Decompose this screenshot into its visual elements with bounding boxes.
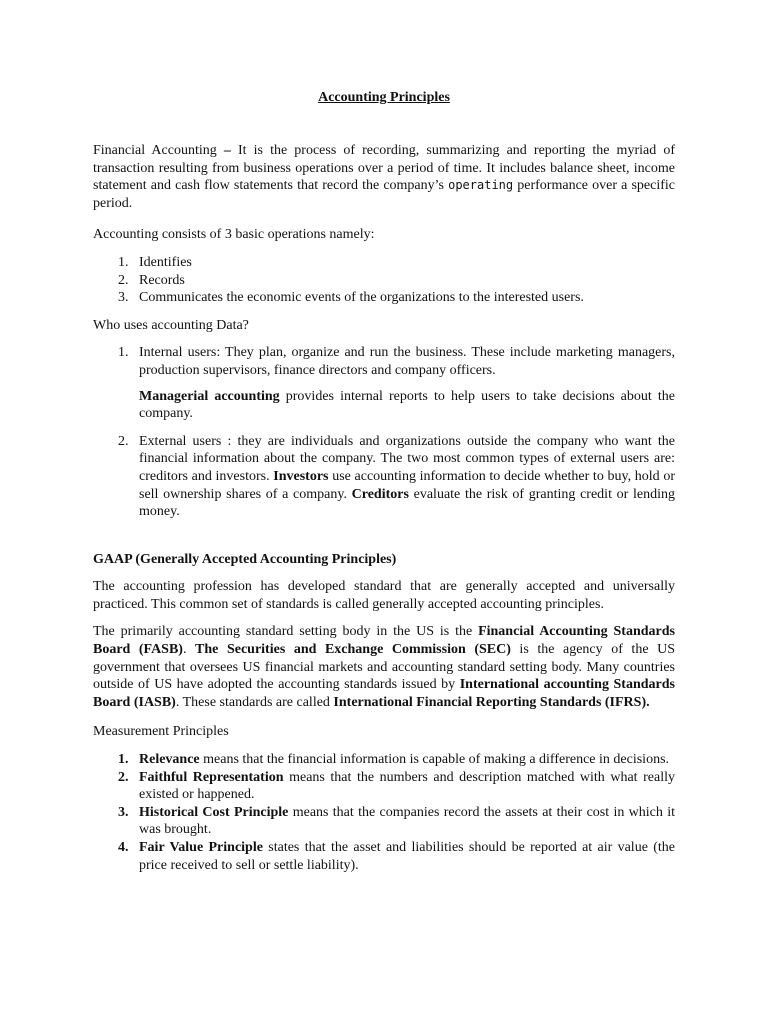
- managerial-bold: Managerial accounting: [139, 388, 280, 404]
- list-number: 2.: [118, 272, 129, 288]
- intro-dash: –: [216, 143, 238, 158]
- intro-mono-word: operating: [448, 178, 514, 193]
- gaap-paragraph-2: The primarily accounting standard setting body in the US is the Financial Accounting Standards Board (FASB). The Securities and Exchange Commission (SEC) is the agency of the US government that oversees US financial markets and accounting standard setting body. Many countries outside of US have adopted the accounting standards issued by International accounting Standards Board (IASB). These standards are called International Financial Reporting Standards (IFRS).: [93, 624, 675, 710]
- list-item: [93, 433, 675, 521]
- iasb-bold: International accounting Standards Board (IASB): [93, 677, 675, 710]
- operations-intro: Accounting consists of 3 basic operations namely:: [93, 227, 375, 243]
- list-number: 2.: [118, 769, 129, 785]
- fasb-bold: Financial Accounting Standards Board (FASB): [93, 624, 675, 658]
- list-number: 1.: [118, 345, 129, 361]
- intro-text-b: performance over a specific period.: [93, 178, 675, 211]
- list-item: [93, 254, 675, 272]
- users-question: Who uses accounting Data?: [93, 317, 249, 333]
- gaap-heading: GAAP (Generally Accepted Accounting Principles): [93, 551, 397, 567]
- list-number: 1.: [118, 752, 129, 768]
- measurement-heading: Measurement Principles: [93, 724, 229, 740]
- list-number: 2.: [118, 433, 129, 449]
- list-text: Relevance means that the financial information is capable of making a difference in decisions.: [139, 752, 670, 768]
- list-item: [93, 289, 675, 307]
- operations-list: [93, 254, 675, 307]
- external-users-text: External users : they are individuals and organizations outside the company who want the financial information about the company. The two most common types of external users are: creditors and investors. Investors use accounting information to decide whether to buy, hold or sell ownership shares of a company. Creditors evaluate the risk of granting credit or lending money.: [139, 433, 675, 520]
- list-number: 4.: [118, 840, 129, 855]
- intro-paragraph: [93, 142, 675, 212]
- managerial-accounting-text: Managerial accounting provides internal reports to help users to take decisions about the company.: [139, 388, 675, 422]
- list-number: 3.: [118, 290, 129, 306]
- list-text: Fair Value Principle states that the asset and liabilities should be reported at air value (the price received to sell or settle liability).: [139, 840, 675, 873]
- measurement-list: [93, 751, 675, 874]
- list-text: Communicates the economic events of the organizations to the interested users.: [139, 290, 584, 306]
- list-text: Records: [139, 272, 185, 288]
- investors-bold: Investors: [273, 468, 329, 484]
- intro-lead: Financial Accounting: [93, 143, 217, 158]
- gaap-paragraph-1: The accounting profession has developed standard that are generally accepted and universally practiced. This common set of standards is called generally accepted accounting principles.: [93, 579, 675, 612]
- list-item: [93, 804, 675, 839]
- list-text: Faithful Representation means that the numbers and description matched with what really existed or happened.: [139, 769, 676, 803]
- list-item: [93, 769, 675, 804]
- list-number: 1.: [118, 254, 129, 270]
- list-text: Historical Cost Principle means that the companies record the assets at their cost in which it was brought.: [139, 804, 675, 838]
- intro-text-a: It is the process of recording, summarizing and reporting the myriad of transaction resulting from business operations over a period of time. It includes balance sheet, income statement and cash flow statements that record the company’s: [93, 143, 675, 194]
- list-number: 3.: [118, 804, 129, 820]
- list-item: [93, 272, 675, 290]
- users-list: [93, 344, 675, 520]
- ifrs-bold: International Financial Reporting Standards (IFRS).: [333, 694, 650, 710]
- sec-bold: The Securities and Exchange Commission (SEC): [195, 642, 511, 658]
- list-item: [93, 751, 675, 769]
- list-item: [93, 839, 675, 874]
- document-body: [93, 142, 675, 874]
- list-item: [93, 344, 675, 422]
- page-title: Accounting Principles: [318, 90, 450, 105]
- creditors-bold: Creditors: [351, 486, 409, 502]
- internal-users-text: Internal users: They plan, organize and run the business. These include marketing managers, production supervisors, finance directors and company officers.: [139, 345, 675, 378]
- list-text: Identifies: [139, 254, 192, 270]
